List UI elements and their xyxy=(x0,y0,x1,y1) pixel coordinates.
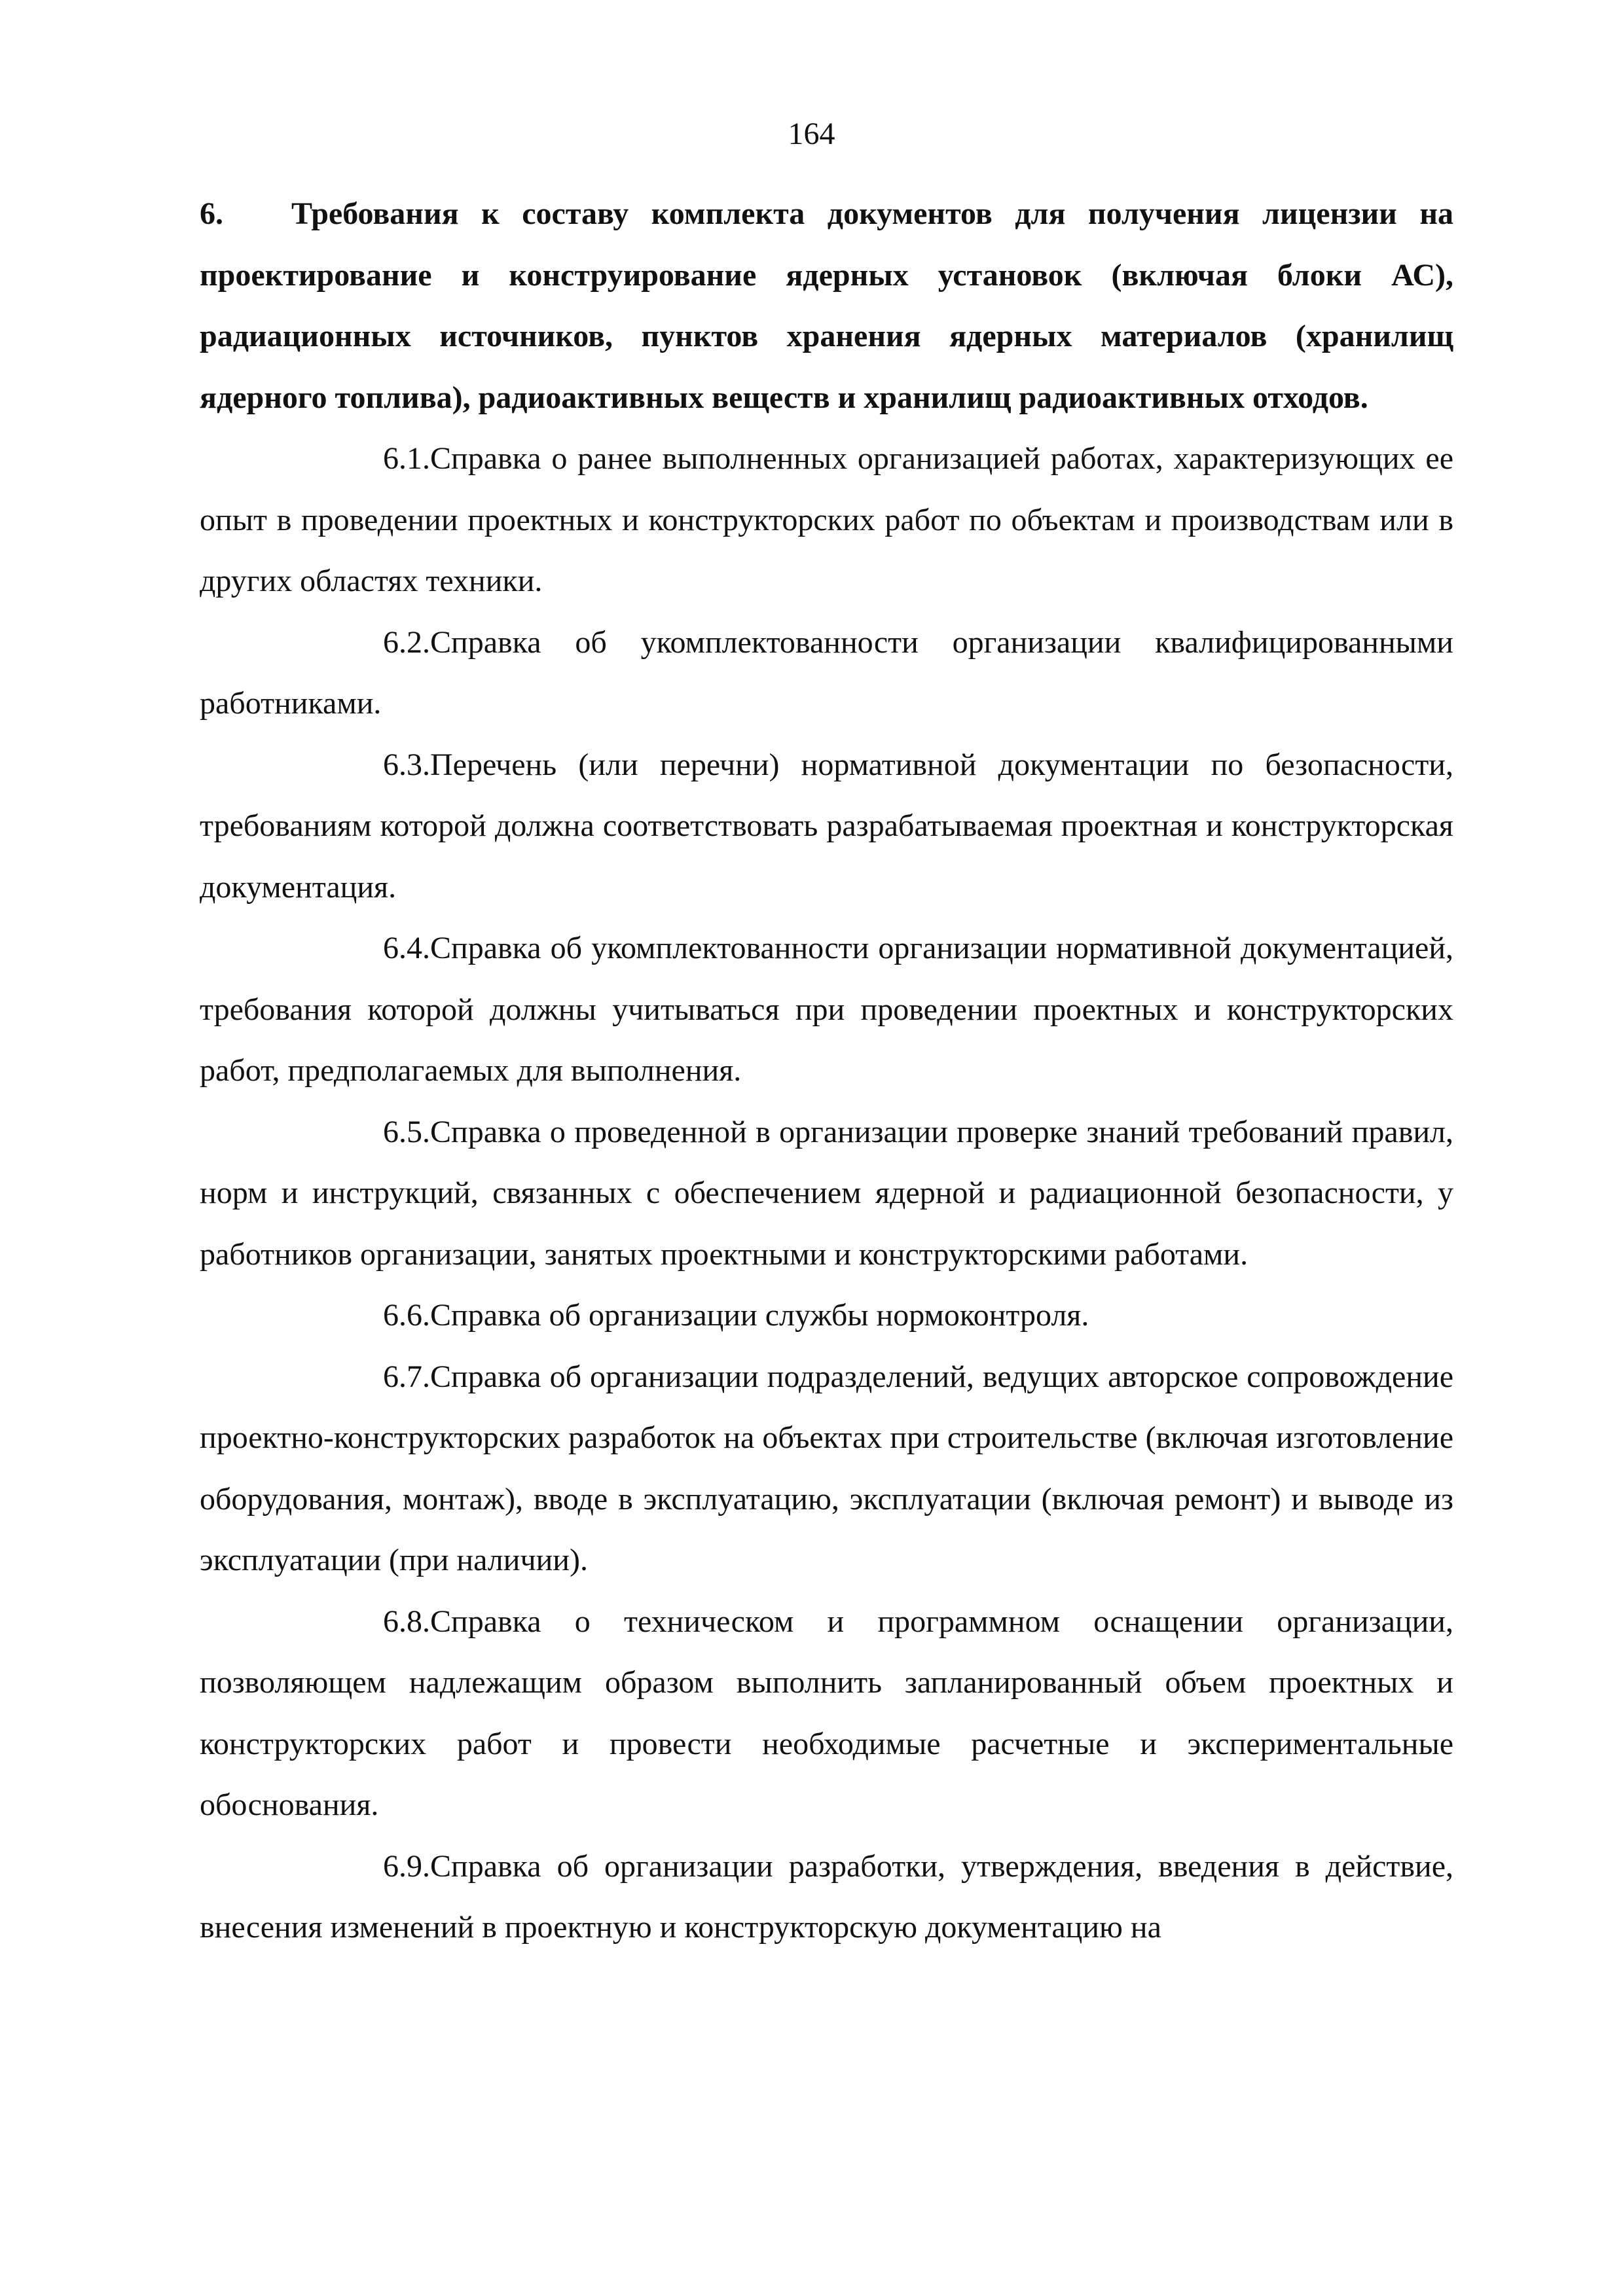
section-title: Требования к составу комплекта документов для получения лицензии на проектирование и конструирование ядерных установок (включая блоки АС), радиационных источников, пунктов хранения ядерных материалов (хранилищ ядерного топлива), радиоактивных веществ и хранилищ радиоактивных отходов. xyxy=(200,196,1453,415)
item-text: Справка об организации службы нормоконтроля. xyxy=(430,1298,1089,1333)
list-item xyxy=(200,1102,1453,1285)
item-number: 6.1. xyxy=(383,441,430,476)
page-number: 164 xyxy=(788,117,835,151)
document-body xyxy=(200,183,1453,1958)
item-text: Справка о проведенной в организации проверке знаний требований правил, норм и инструкций, связанных с обеспечением ядерной и радиационной безопасности, у работников организации, занятых проектными и конструкторскими работами. xyxy=(200,1114,1453,1272)
item-text: Справка о ранее выполненных организацией работах, характеризующих ее опыт в проведении проектных и конструкторских работ по объектам и производствам или в других областях техники. xyxy=(200,441,1453,598)
item-number: 6.3. xyxy=(383,747,430,782)
item-number: 6.9. xyxy=(383,1848,430,1884)
list-item xyxy=(200,1346,1453,1591)
item-text: Справка об укомплектованности организации квалифицированными работниками. xyxy=(200,624,1453,721)
list-item xyxy=(200,428,1453,612)
item-text: Справка об укомплектованности организации нормативной документацией, требования которой должны учитываться при проведении проектных и конструкторских работ, предполагаемых для выполнения. xyxy=(200,931,1453,1088)
item-text: Перечень (или перечни) нормативной документации по безопасности, требованиям которой должна соответствовать разрабатываемая проектная и конструкторская документация. xyxy=(200,747,1453,905)
list-item xyxy=(200,612,1453,734)
item-number: 6.7. xyxy=(383,1359,430,1394)
item-number: 6.5. xyxy=(383,1114,430,1149)
list-item xyxy=(200,1285,1453,1346)
item-number: 6.8. xyxy=(383,1604,430,1639)
item-text: Справка об организации подразделений, ведущих авторское сопровождение проектно-конструкторских разработок на объектах при строительстве (включая изготовление оборудования, монтаж), вводе в эксплуатацию, эксплуатации (включая ремонт) и выводе из эксплуатации (при наличии). xyxy=(200,1359,1453,1577)
section-heading xyxy=(200,183,1453,428)
section-number: 6. xyxy=(200,196,223,231)
item-text: Справка об организации разработки, утверждения, введения в действие, внесения изменений в проектную и конструкторскую документацию на xyxy=(200,1848,1453,1945)
item-number: 6.6. xyxy=(383,1298,430,1333)
item-text: Справка о техническом и программном оснащении организации, позволяющем надлежащим образом выполнить запланированный объем проектных и конструкторских работ и провести необходимые расчетные и экспериментальные обоснования. xyxy=(200,1604,1453,1822)
list-item xyxy=(200,1836,1453,1958)
list-item xyxy=(200,918,1453,1102)
list-item xyxy=(200,1591,1453,1836)
list-item xyxy=(200,734,1453,918)
item-number: 6.4. xyxy=(383,931,430,965)
item-number: 6.2. xyxy=(383,624,430,660)
